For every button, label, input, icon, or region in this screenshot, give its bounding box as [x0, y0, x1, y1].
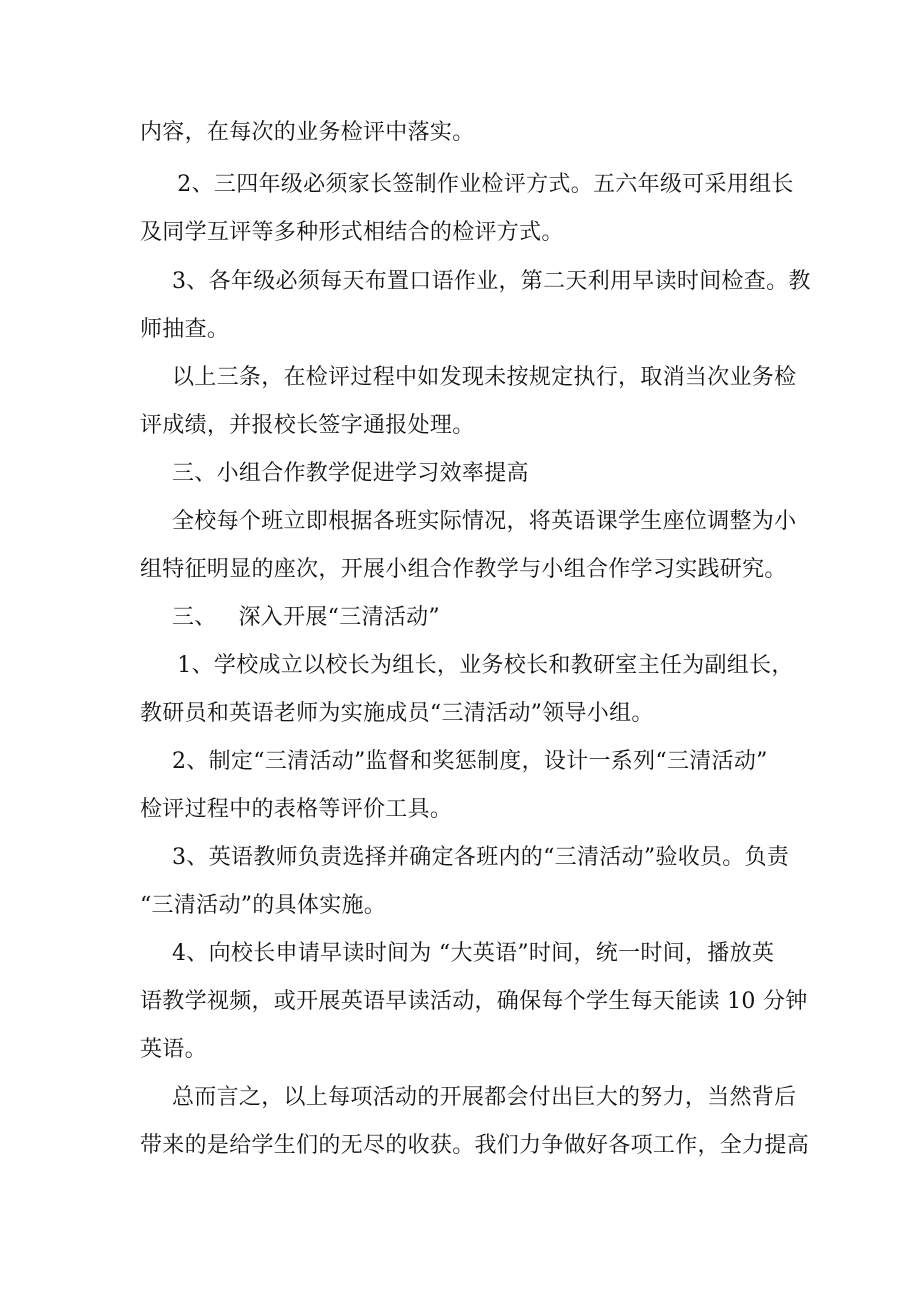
text-line: 师抽查。: [140, 317, 230, 342]
text-line: 2、制定“三清活动”监督和奖惩制度，设计一系列“三清活动”: [172, 749, 768, 774]
text-line: 及同学互评等多种形式相结合的检评方式。: [140, 220, 564, 245]
text-line: 4、向校长申请早读时间为 “大英语”时间，统一时间，播放英: [172, 941, 775, 966]
text-line: 总而言之，以上每项活动的开展都会付出巨大的努力，当然背后: [172, 1085, 797, 1110]
text-line: 内容，在每次的业务检评中落实。: [140, 120, 475, 145]
section-heading: 三、小组合作教学促进学习效率提高: [172, 461, 529, 486]
text-line: “三清活动”的具体实施。: [140, 893, 387, 918]
text-line: 组特征明显的座次，开展小组合作教学与小组合作学习实践研究。: [140, 557, 787, 582]
text-line: 语教学视频，或开展英语早读活动，确保每个学生每天能读 10 分钟: [140, 989, 808, 1014]
text-line: 以上三条，在检评过程中如发现未按规定执行，取消当次业务检: [172, 365, 797, 390]
text-line: 1、学校成立以校长为组长，业务校长和教研室主任为副组长，: [170, 653, 794, 678]
text-line: 教研员和英语老师为实施成员“三清活动”领导小组。: [140, 701, 654, 726]
text-line: 全校每个班立即根据各班实际情况，将英语课学生座位调整为小: [172, 509, 797, 534]
text-line: 2、三四年级必须家长签制作业检评方式。五六年级可采用组长: [170, 172, 794, 197]
text-line: 英语。: [140, 1037, 207, 1062]
text-line: 检评过程中的表格等评价工具。: [140, 797, 453, 822]
section-heading: 三、 深入开展“三清活动”: [172, 605, 440, 630]
text-line: 3、各年级必须每天布置口语作业，第二天利用早读时间检查。教: [172, 269, 811, 294]
text-line: 带来的是给学生们的无尽的收获。我们力争做好各项工作，全力提高: [140, 1133, 810, 1158]
text-line: 3、英语教师负责选择并确定各班内的“三清活动”验收员。负责: [172, 845, 790, 870]
text-line: 评成绩，并报校长签字通报处理。: [140, 413, 475, 438]
